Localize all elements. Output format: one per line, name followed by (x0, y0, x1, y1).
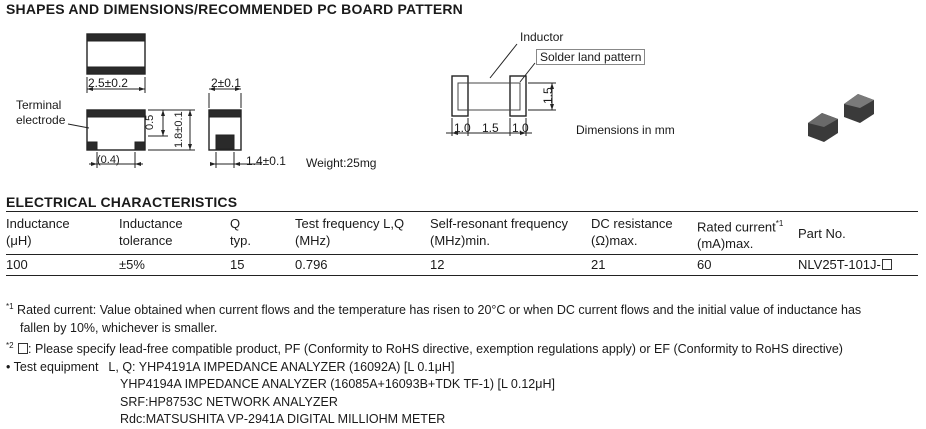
terminal-label-1: Terminal (16, 98, 62, 112)
note-1-cont: fallen by 10%, whichever is smaller. (20, 320, 218, 335)
cell-test-frequency: 0.796 (295, 257, 328, 273)
cell-tolerance: ±5% (119, 257, 145, 273)
col-q: Q typ. (230, 216, 251, 248)
dim-side-width: 2±0.1 (211, 76, 241, 90)
table-header-row (6, 212, 918, 255)
col-test-frequency: Test frequency L,Q (MHz) (295, 216, 405, 248)
col-inductance: Inductance (μH) (6, 216, 70, 248)
col-srf: Self-resonant frequency (MHz)min. (430, 216, 569, 248)
col-dc-resistance: DC resistance (Ω)max. (591, 216, 673, 248)
section-title-shapes: SHAPES AND DIMENSIONS/RECOMMENDED PC BOARD PATTERN (6, 1, 463, 17)
electrical-table (6, 211, 918, 276)
cell-dc-resistance: 21 (591, 257, 606, 273)
note-2: : Please specify lead-free compatible product, PF (Conformity to RoHS directive, exemption regulations apply) or EF (Conformity to RoHS directive) (28, 342, 843, 357)
terminal-label-2: electrode (16, 113, 66, 127)
table-row (6, 255, 918, 276)
dim-width: 2.5±0.2 (88, 76, 128, 90)
inductor-label: Inductor (520, 30, 564, 44)
pcb-dim-mid: 1.5 (482, 121, 499, 135)
cell-q: 15 (230, 257, 245, 273)
weight-label: Weight:25mg (306, 156, 377, 170)
test-equipment-3: SRF:HP8753C NETWORK ANALYZER (120, 394, 338, 409)
test-equipment-label: Test equipment (13, 359, 99, 374)
section-title-electrical: ELECTRICAL CHARACTERISTICS (6, 194, 238, 210)
cell-rated-current: 60 (697, 257, 712, 273)
dim-side-bottom: 1.4±0.1 (246, 154, 286, 168)
col-rated-current: Rated current$^{*1}$ (mA)max. (697, 219, 784, 252)
cell-srf: 12 (430, 257, 445, 273)
test-equipment-1: L, Q: YHP4191A IMPEDANCE ANALYZER (16092A) [L 0.1μH] (108, 359, 455, 374)
dim-height-total: 1.8±0.1 (173, 111, 185, 148)
pcb-dim-left: 1.0 (454, 121, 471, 135)
test-equipment-2: YHP4194A IMPEDANCE ANALYZER (16085A+16093B+TDK TF-1) [L 0.12μH] (120, 377, 555, 392)
cell-part-no: NLV25T-101J- (798, 255, 918, 276)
col-tolerance: Inductance tolerance (119, 216, 183, 248)
notes: $^{*1}$ Rated current: Value obtained when current flows and the temperature has risen to 20°C or when DC current flows and the initial value of inductance has fallen by 10%, whichever is smaller. $^{*2}$ : Please specify lead-free compatible product, PF (Conformity to RoHS directive, exemption regulations apply) or EF (Conformity to RoHS directive) • Test equipment L, Q: YHP4191A IMPEDANCE ANALYZER (16092A) [L 0.1μH] YHP4194A IMPEDANCE ANALYZER (16085A+16093B+TDK TF-1) [L 0.12μH] SRF:HP8753C NETWORK ANALYZER Rdc:MATSUSHITA VP-2941A DIGITAL MILLIOHM METER (6, 298, 920, 429)
note-1: Rated current: Value obtained when current flows and the temperature has risen to 20°C or when DC current flows and the initial value of inductance has (17, 303, 862, 318)
cell-inductance: 100 (6, 257, 28, 273)
dim-height-inner: 0.5 (144, 114, 156, 130)
test-equipment-4: Rdc:MATSUSHITA VP-2941A DIGITAL MILLIOHM METER (120, 412, 446, 427)
dim-bottom-width: (0.4) (97, 154, 120, 166)
pcb-dim-right: 1.0 (512, 121, 529, 135)
pcb-dim-height: 1.5 (541, 87, 555, 104)
units-label: Dimensions in mm (576, 123, 675, 137)
solder-land-label: Solder land pattern (536, 49, 645, 65)
dimension-drawings (0, 0, 926, 200)
col-part-no: Part No. (798, 226, 846, 242)
